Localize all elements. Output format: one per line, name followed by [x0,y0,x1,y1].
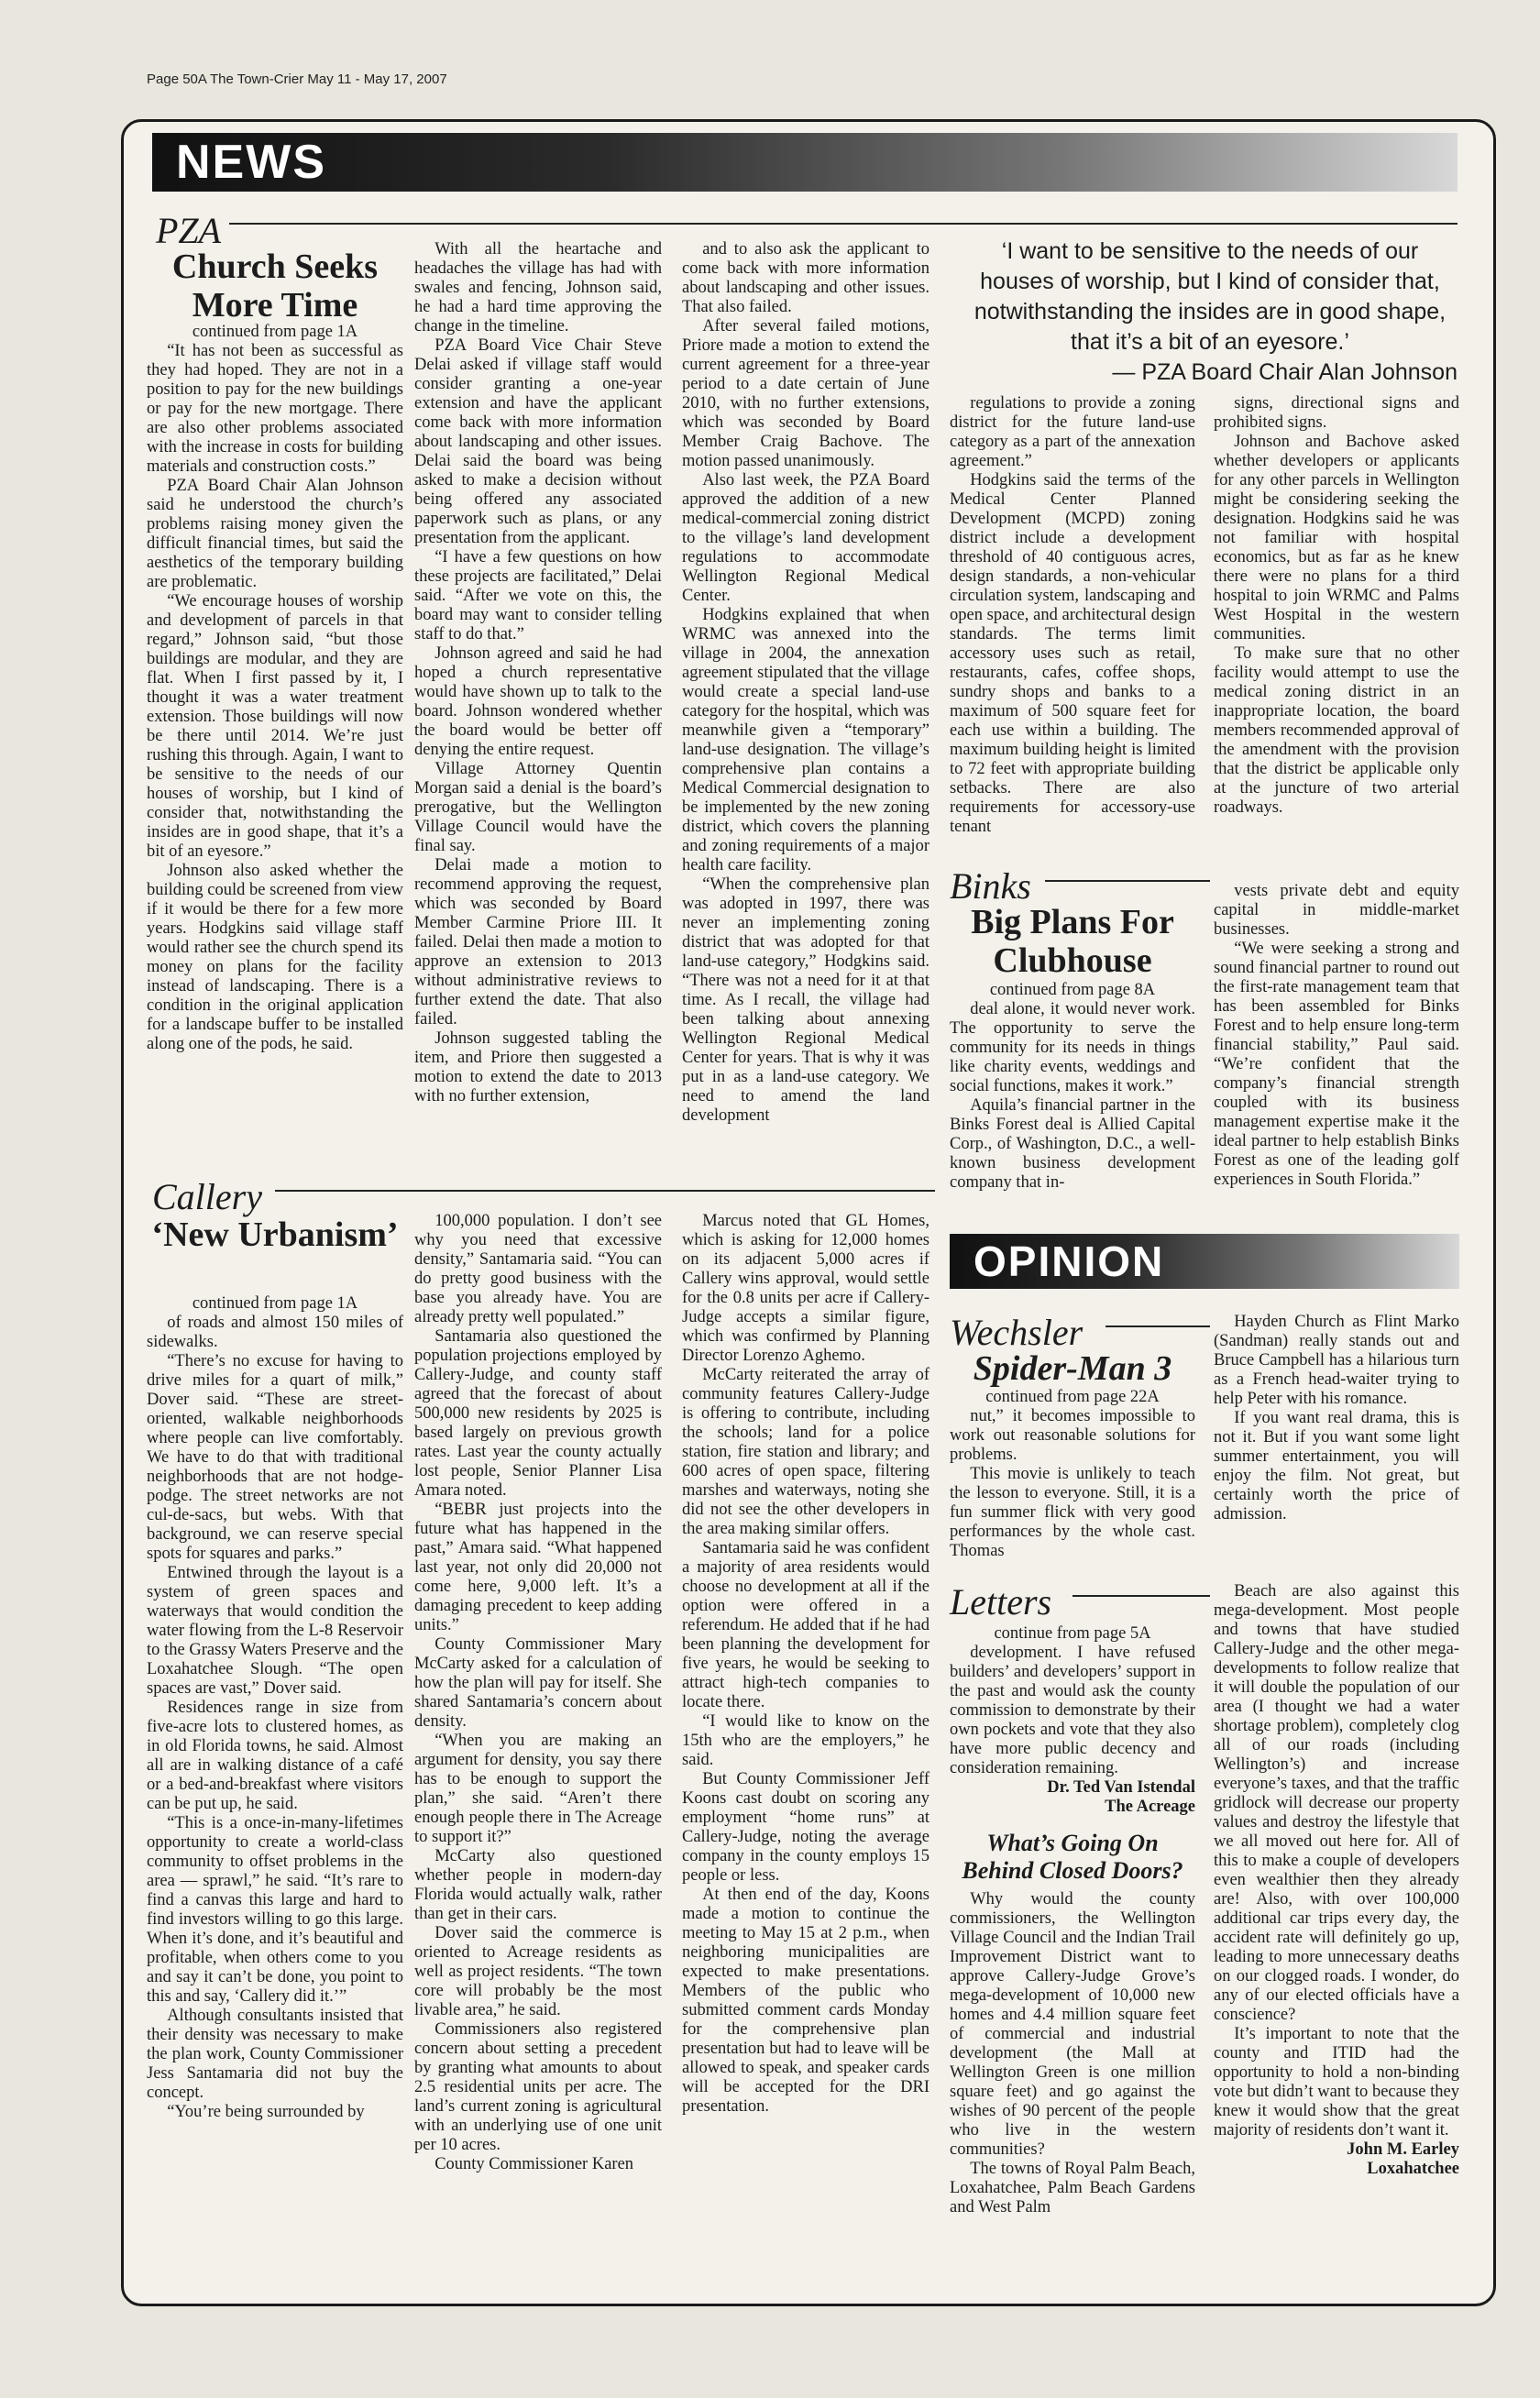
paragraph: Although consultants insisted that their density was necessary to make the plan work, County Commissioner Jess Santamaria did not buy the concept. [147,2007,403,2102]
pza-kicker-rule [229,223,1458,225]
wechsler-column-2 [1214,1313,1459,1571]
paragraph: “It has not been as successful as they had hoped. They are not in a position to pay for the new buildings or pay for the new mortgage. There are also other problems associated with the increase in costs for building materials and construction costs.” [147,342,403,476]
paragraph: Marcus noted that GL Homes, which is asking for 12,000 homes on its adjacent 5,000 acres if Callery wins approval, would settle for the 0.8 units per acre if Callery-Judge accepts a similar figure, which was confirmed by Planning Director Lorenzo Aghemo. [682,1212,930,1365]
callery-continued-from: continued from page 1A [192,1294,358,1313]
pull-quote [962,236,1458,388]
wechsler-kicker-rule [1106,1326,1210,1327]
callery-column-2 [414,1212,662,2275]
paragraph: Hayden Church as Flint Marko (Sandman) really stands out and Bruce Campbell has a hilarious turn as a French head-waiter trying to help Peter with his romance. [1214,1313,1459,1408]
pza-column-1 [147,323,403,1164]
paragraph: Why would the county commissioners, the Wellington Village Council and the Indian Trail Improvement District want to approve Callery-Judge Grove’s mega-development of 10,000 new homes and 4.4 million square feet of commercial and industrial development (the Mall at Wellington Green is one million square feet) and go against the wishes of 90 percent of the people who live in the western communities? [950,1890,1195,2159]
callery-kicker-rule [275,1190,935,1192]
letters-column-1 [950,1624,1195,2277]
letter-title: What’s Going On Behind Closed Doors? [962,1830,1183,1884]
news-banner-label: NEWS [176,136,326,189]
letter-signature-place: The Acreage [1105,1798,1195,1816]
paragraph: signs, directional signs and prohibited signs. [1214,394,1459,432]
paragraph: “There’s no excuse for having to drive miles for a quart of milk,” Dover said. “These are street-oriented, walkable neighborhoods where people can live comfortably. We have to do that with traditional neighborhoods that are not hodge-podge. The street networks are not cul-de-sacs, but webs. With that background, we can reserve special spots for squares and parks.” [147,1352,403,1563]
paragraph: regulations to provide a zoning district for the future land-use category as a part of the annexation agreement.” [950,394,1195,470]
news-banner [152,133,1458,192]
binks-kicker: Binks [950,865,1031,907]
paragraph: Santamaria also questioned the population projections employed by Callery-Judge, and county staff agreed that the forecast of about 500,000 new residents by 2025 is based largely on previous growth rates. Last year the county actually lost people, Senior Planner Lisa Amara noted. [414,1327,662,1500]
callery-kicker: Callery [152,1176,262,1217]
pza-column-4 [950,394,1195,864]
paragraph: Johnson also asked whether the building could be screened from view if it would be there for a few more years. Hodgkins said village staff would rather see the church spend its money on plans for the facility instead of landscaping. There is a condition in the original application for a landscape buffer to be installed along one of the pods, he said. [147,862,403,1053]
page-folio: Page 50A The Town-Crier May 11 - May 17, 2007 [147,72,447,87]
paragraph: To make sure that no other facility would attempt to use the medical zoning district in an inappropriate location, the board members recommended approval of the amendment with the provision that the district be applicable only at the juncture of two arterial roadways. [1214,644,1459,817]
paragraph: “I have a few questions on how these projects are facilitated,” Delai said. “After we vote on this, the board may want to consider telling staff to do that.” [414,548,662,644]
paragraph: PZA Board Vice Chair Steve Delai asked if village staff would consider granting a one-year extension and have the applicant come back with more information about landscaping and other issues. Delai said the board was being asked to make a decision without being offered any associated paperwork such as plans, or any presentation from the applicant. [414,336,662,547]
paragraph: County Commissioner Karen [434,2155,634,2173]
pza-column-5 [1214,394,1459,864]
paragraph: Beach are also against this mega-development. Most people and towns that have studied Callery-Judge and the other mega-developments to follow realize that it will double the population of our area (I thought we had a water shortage problem), completely clog all of our roads (including Wellington’s) and increase everyone’s taxes, and that the traffic gridlock will decrease our property values and destroy the lifestyle that we all moved out here for. All of this to make a couple of developers even wealthier then they already are! Also, with over 100,000 additional car trips every day, the accident rate will definitely go up, leading to more unnecessary deaths on our clogged roads. I wonder, do any of our elected officials have a conscience? [1214,1582,1459,2024]
paragraph: Entwined through the layout is a system of green spaces and waterways that would condition the water flowing from the L-8 Reservoir to the Grassy Waters Preserve and the Loxahatchee Slough. “The open spaces are vast,” Dover said. [147,1564,403,1698]
letter-signature-name: John M. Earley [1347,2140,1459,2159]
pza-column-3 [682,240,930,1164]
paragraph: Santamaria said he was confident a majority of area residents would choose no development at all if the option were offered in a referendum. He added that if he had been planning the development for five years, he would be seeking to attract high-tech companies to locate there. [682,1539,930,1711]
pza-column-2 [414,240,662,1164]
binks-column-1 [950,981,1195,1192]
binks-continued-from: continued from page 8A [989,981,1156,999]
letters-continued-from: continue from page 5A [994,1624,1151,1643]
paragraph: “This is a once-in-many-lifetimes opportunity to create a world-class community to offset problems in the area — sprawl,” he said. “It’s rare to find a canvas this large and hard to find investors willing to go this large. When it’s done, and it’s beautiful and profitable, when others come to you and say it can’t be done, you point to this and say, ‘Callery did it.’” [147,1814,403,2006]
paragraph: “You’re being surrounded by [167,2103,365,2121]
pull-quote-attribution: — PZA Board Chair Alan Johnson [1112,359,1458,385]
paragraph: McCarty also questioned whether people in modern-day Florida would actually walk, rather than get in their cars. [414,1847,662,1923]
letters-kicker: Letters [950,1581,1052,1622]
paragraph: “When the comprehensive plan was adopted in 1997, there was never an implementing zoning district that was adopted for that land-use category,” Hodgkins said. “There was not a need for it at that time. As I recall, the village had been talking about annexing Wellington Regional Medical Center for years. That is why it was put in as a land-use category. We need to amend the land development [682,875,930,1125]
pull-quote-text: ‘I want to be sensitive to the needs of our houses of worship, but I kind of consider that, notwithstanding the insides are in good shape, that it’s a bit of an eyesore.’ [974,238,1446,355]
paragraph: Residences range in size from five-acre lots to clustered homes, as in old Florida towns, he said. Almost all are in walking distance of a café or a bed-and-breakfast where visitors can be put up, he said. [147,1699,403,1813]
callery-column-1 [147,1294,403,2275]
callery-headline: ‘New Urbanism’ [151,1216,399,1254]
paragraph: Hodgkins explained that when WRMC was annexed into the village in 2004, the annexation agreement stipulated that the village would create a special land-use category for the hospital, which was meanwhile given a “temporary” land-use designation. The village’s comprehensive plan contains a Medical Commercial designation to be implemented by the new zoning district, which covers the planning and zoning requirements of a major health care facility. [682,606,930,874]
paragraph: Delai made a motion to recommend approving the request, which was seconded by Board Member Carmine Priore III. It failed. Delai then made a motion to approve an extension to 2013 without administrative reviews to further extend the date. That also failed. [414,856,662,1028]
paragraph: “We were seeking a strong and sound financial partner to round out the first-rate management team that has been assembled for Binks Forest and to help ensure long-term financial stability,” Paul said. “We’re confident that the company’s financial strength coupled with its business management expertise make it the ideal partner to help establish Binks Forest as one of the leading golf experiences in South Florida.” [1214,940,1459,1189]
paragraph: of roads and almost 150 miles of sidewalks. [147,1314,403,1351]
wechsler-continued-from: continued from page 22A [985,1388,1160,1406]
paragraph: and to also ask the applicant to come back with more information about landscaping and other issues. That also failed. [682,240,930,316]
opinion-banner-label: OPINION [974,1238,1165,1285]
paragraph: Also last week, the PZA Board approved the addition of a new medical-commercial zoning district to the village’s land development regulations to accommodate Wellington Regional Medical Center. [682,471,930,605]
paragraph: But County Commissioner Jeff Koons cast doubt on scoring any employment “home runs” at Callery-Judge, noting the average company in the county employs 15 people or less. [682,1770,930,1885]
letters-kicker-rule [1072,1595,1210,1597]
callery-column-3 [682,1212,930,2275]
wechsler-headline: Spider-Man 3 [973,1349,1172,1388]
pza-continued-from: continued from page 1A [192,323,358,341]
wechsler-kicker: Wechsler [950,1312,1084,1353]
paragraph: With all the heartache and headaches the village has had with swales and fencing, Johnson said, he had a hard time approving the change in the timeline. [414,240,662,336]
letter-signature-place: Loxahatchee [1367,2160,1459,2178]
paragraph: Village Attorney Quentin Morgan said a denial is the board’s prerogative, but the Wellington Village Council would have the final say. [414,760,662,855]
binks-column-2 [1214,882,1459,1189]
pza-kicker: PZA [156,210,222,251]
wechsler-column-1 [950,1388,1195,1571]
paragraph: vests private debt and equity capital in middle-market businesses. [1214,882,1459,939]
paragraph: development. I have refused builders’ and developers’ support in the past and would ask the county commission to demonstrate by their own pockets and vote that they also have more public decency and consideration remaining. [950,1644,1195,1777]
paragraph: Johnson suggested tabling the item, and Priore then suggested a motion to extend the date to 2013 with no further extension, [414,1029,662,1106]
paragraph: Aquila’s financial partner in the Binks Forest deal is Allied Capital Corp., of Washington, D.C., a well-known business development company that in- [950,1096,1195,1192]
paragraph: The towns of Royal Palm Beach, Loxahatchee, Palm Beach Gardens and West Palm [950,2160,1195,2216]
paragraph: “BEBR just projects into the future what has happened in the past,” Amara said. “What happened last year, not only did 20,000 not come here, 9,000 left. It’s a damaging precedent to keep adding units.” [414,1501,662,1634]
opinion-banner [950,1234,1459,1289]
paragraph: This movie is unlikely to teach the lesson to everyone. Still, it is a fun summer flick with very good performances by the whole cast. Thomas [950,1465,1195,1560]
paragraph: “When you are making an argument for density, you say there has to be enough to support the plan,” she said. “Aren’t there enough people there in The Acreage to support it?” [414,1732,662,1846]
pza-headline: Church Seeks More Time [171,248,379,324]
paragraph: It’s important to note that the county and ITID had the opportunity to hold a non-binding vote but didn’t want to because they knew it would show that the great majority of residents don’t want it. [1214,2025,1459,2140]
paragraph: deal alone, it would never work. The opportunity to serve the community for its needs in things like charity events, weddings and social functions, makes it work.” [950,1000,1195,1095]
paragraph: If you want real drama, this is not it. But if you want some light summer entertainment, you will enjoy the film. Not great, but certainly worth the price of admission. [1214,1409,1459,1524]
paragraph: Johnson agreed and said he had hoped a church representative would have shown up to talk to the board. Johnson wondered whether the board would be better off denying the entire request. [414,644,662,759]
paragraph: Dover said the commerce is oriented to Acreage residents as well as project residents. “The town core will probably be the most livable area,” he said. [414,1924,662,2019]
paragraph: Hodgkins said the terms of the Medical Center Planned Development (MCPD) zoning district include a development threshold of 40 contiguous acres, design standards, a non-vehicular circulation system, landscaping and open space, and architectural design standards. The terms limit accessory uses such as retail, restaurants, cafes, coffee shops, sundry shops and banks to a maximum of 500 square feet for each use within a building. The maximum building height is limited to 72 feet with appropriate building setbacks. There are also requirements for accessory-use tenant [950,471,1195,836]
paragraph: 100,000 population. I don’t see why you need that excessive density,” Santamaria said. “You can do pretty good business with the base you already have. You are already pretty well populated.” [414,1212,662,1326]
paragraph: PZA Board Chair Alan Johnson said he understood the church’s problems raising money given the difficult financial times, but said the aesthetics of the temporary building are problematic. [147,477,403,591]
paragraph: After several failed motions, Priore made a motion to extend the current agreement for a three-year period to a date certain of June 2010, with no further extensions, which was seconded by Board Member Craig Bachove. The motion passed unanimously. [682,317,930,470]
paragraph: County Commissioner Mary McCarty asked for a calculation of how the plan will pay for itself. She shared Santamaria’s concern about density. [414,1635,662,1731]
binks-headline: Big Plans For Clubhouse [971,903,1174,980]
paragraph: nut,” it becomes impossible to work out reasonable solutions for problems. [950,1407,1195,1464]
letters-column-2 [1214,1582,1459,2277]
paragraph: “We encourage houses of worship and development of parcels in that regard,” Johnson said, “but those buildings are modular, and they are flat. When I first passed by it, I thought it was a water treatment extension. Those buildings will now be there until 2014. We’re just rushing this through. Again, I want to be sensitive to the needs of our houses of worship, but I kind of consider that, notwithstanding the insides are in good shape, that it’s a bit of an eyesore.” [147,592,403,861]
letter-signature-name: Dr. Ted Van Istendal [1047,1778,1195,1797]
paragraph: “I would like to know on the 15th who are the employers,” he said. [682,1712,930,1769]
paragraph: At then end of the day, Koons made a motion to continue the meeting to May 15 at 2 p.m., when neighboring municipalities are expected to make presentations. Members of the public who submitted comment cards Monday for the comprehensive plan presentation but had to leave will be allowed to speak, and speaker cards will be accepted for the DRI presentation. [682,1886,930,2116]
binks-kicker-rule [1045,880,1210,882]
paragraph: Johnson and Bachove asked whether developers or applicants for any other parcels in Wellington might be considering seeking the designation. Hodgkins said he was not familiar with hospital economics, but as far as he knew there were no plans for a third hospital to join WRMC and Palms West Hospital in the western communities. [1214,433,1459,644]
paragraph: Commissioners also registered concern about setting a precedent by granting what amounts to about 2.5 residential units per acre. The land’s current zoning is agricultural with an underlying use of one unit per 10 acres. [414,2020,662,2154]
paragraph: McCarty reiterated the array of community features Callery-Judge is offering to contribute, including the schools; land for a police station, fire station and library; and 600 acres of open space, filtering marshes and waterways, noting she did not see the other developers in the area making similar offers. [682,1366,930,1538]
